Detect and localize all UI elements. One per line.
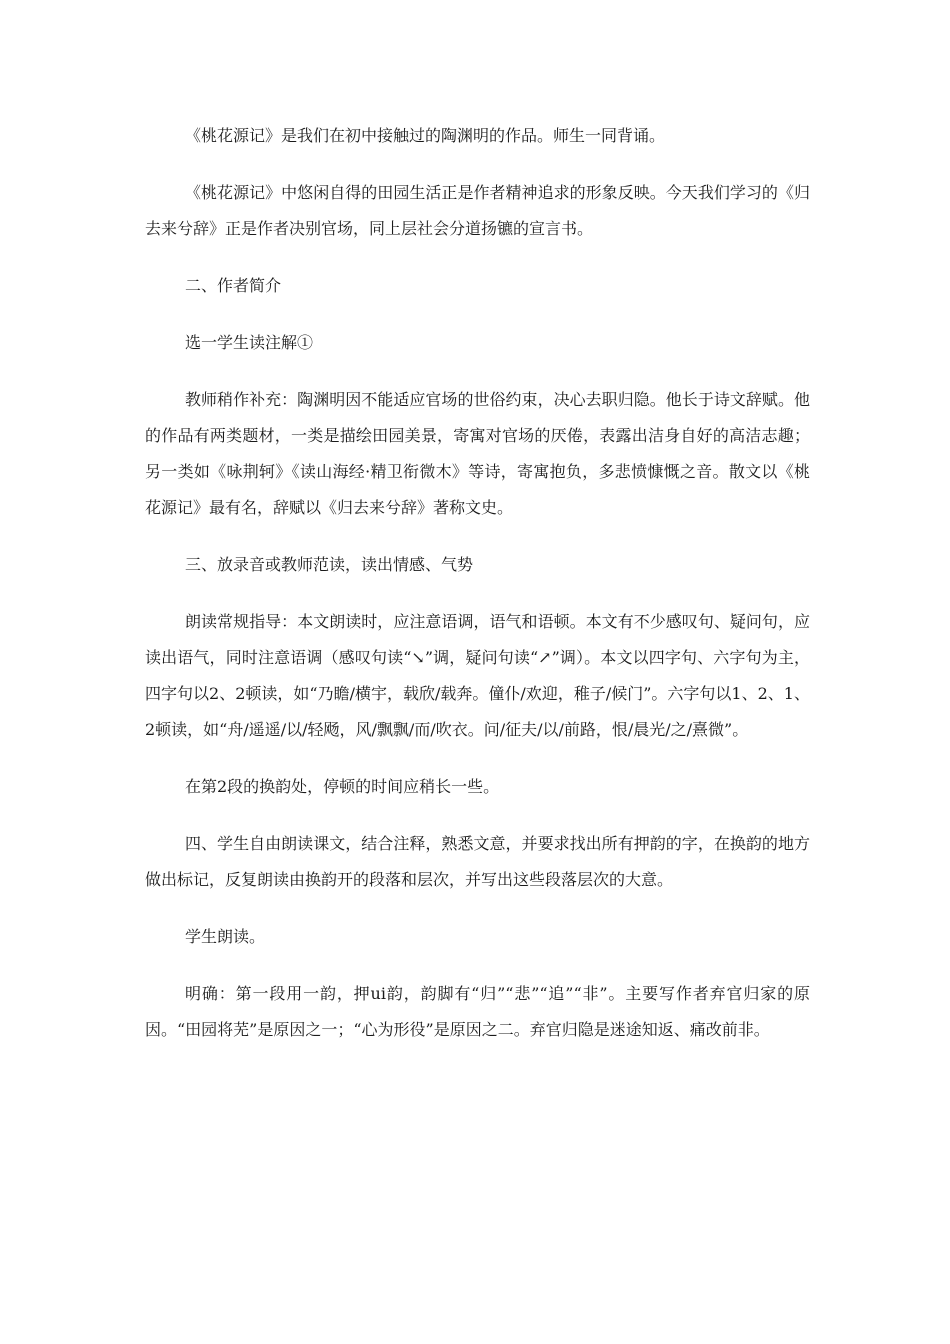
section-heading-reading: 三、放录音或教师范读，读出情感、气势 [185, 555, 474, 574]
paragraph-students-read: 学生朗读。 [185, 927, 266, 946]
paragraph-clarification: 明确：第一段用一韵，押ui韵，韵脚有“归”“悲”“追”“非”。主要写作者弃官归家的原因。“田园将芜”是原因之一；“心为形役”是原因之二。弃官归隐是迷途知返、痛改前非。 [145, 984, 810, 1039]
paragraph-teacher-supplement: 教师稍作补充：陶渊明因不能适应官场的世俗约束，决心去职归隐。他长于诗文辞赋。他的作品有两类题材，一类是描绘田园美景，寄寓对官场的厌倦，表露出洁身自好的高洁志趣；另一类如《咏荆轲》《读山海经·精卫衔微木》等诗，寄寓抱负，多悲愤慷慨之音。散文以《桃花源记》最有名，辞赋以《归去来兮辞》著称文史。 [145, 390, 810, 517]
paragraph-student-reads-note: 选一学生读注解① [185, 333, 314, 352]
section-heading-free-reading: 四、学生自由朗读课文，结合注释，熟悉文意，并要求找出所有押韵的字，在换韵的地方做出标记，反复朗读由换韵开的段落和层次，并写出这些段落层次的大意。 [145, 834, 810, 889]
paragraph-lesson-lead-in: 《桃花源记》中悠闲自得的田园生活正是作者精神追求的形象反映。今天我们学习的《归去来兮辞》正是作者决别官场，同上层社会分道扬镳的宣言书。 [145, 183, 810, 238]
paragraph-reading-guidance: 朗读常规指导：本文朗读时，应注意语调，语气和语顿。本文有不少感叹句、疑问句，应读出语气，同时注意语调（感叹句读“↘”调，疑问句读“↗”调）。本文以四字句、六字句为主，四字句以2、2顿读，如“乃瞻/横宇，载欣/载奔。僮仆/欢迎，稚子/候门”。六字句以1、2、1、2顿读，如“舟/遥遥/以/轻飏，风/飘飘/而/吹衣。问/征夫/以/前路，恨/晨光/之/熹微”。 [145, 612, 810, 739]
document-body [145, 118, 810, 1048]
paragraph-pause-note: 在第2段的换韵处，停顿的时间应稍长一些。 [185, 777, 500, 796]
section-heading-author: 二、作者简介 [185, 276, 282, 295]
paragraph-intro-recitation: 《桃花源记》是我们在初中接触过的陶渊明的作品。师生一同背诵。 [185, 126, 666, 145]
